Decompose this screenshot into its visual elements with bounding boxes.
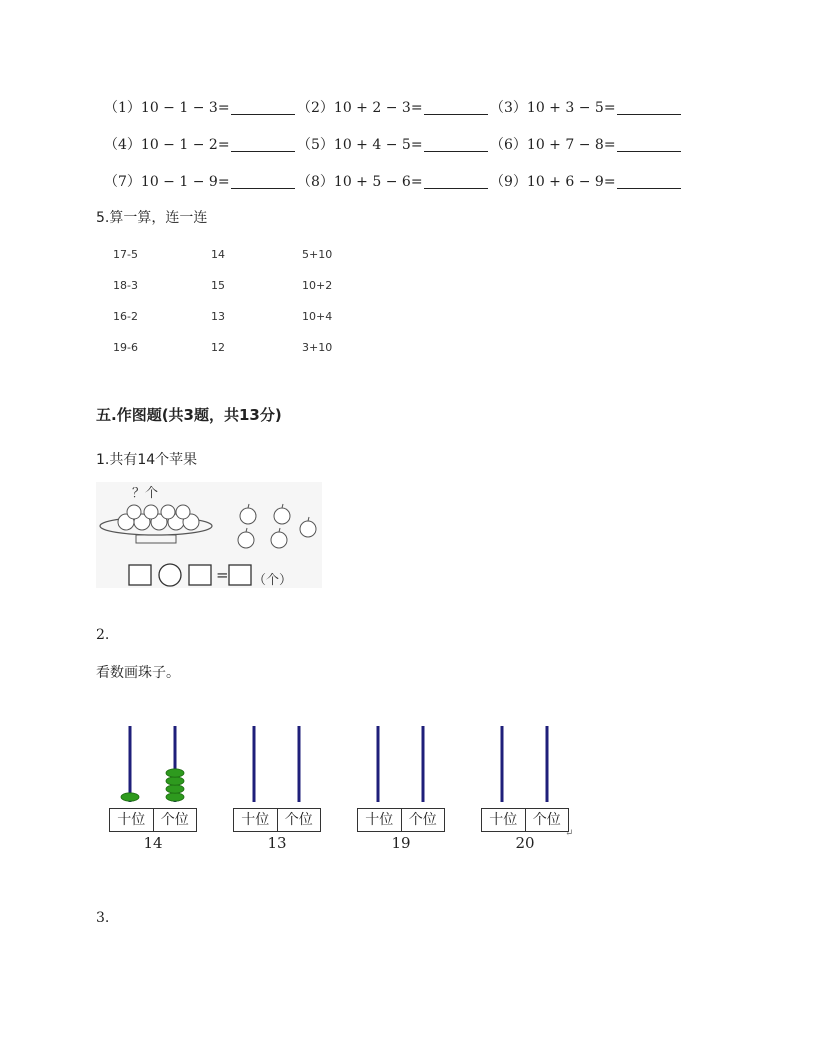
answer-blank[interactable] [231,174,295,189]
unit-label: （个） [253,573,293,588]
place-value-box [109,808,197,832]
match-item-middle[interactable]: 13 [211,310,225,323]
abacus-value: 20 [515,834,535,852]
ones-label: 个位 [408,812,437,828]
match-item-left[interactable]: 18-3 [113,279,138,292]
apple-picture [96,482,322,588]
ones-label: 个位 [284,812,313,828]
equation-number: （4） [104,137,141,153]
abacus-value: 13 [267,834,287,852]
equation-item [297,97,488,117]
abacus-value: 14 [143,834,163,852]
bead [166,793,184,801]
match-item-left[interactable]: 19-6 [113,341,138,354]
q5-title: 5.算一算，连一连 [96,210,208,226]
equation-item [104,134,295,154]
equation-item [297,134,488,154]
equals-sign: = [216,566,229,584]
abacus-rods[interactable] [108,726,198,804]
answer-blank[interactable] [424,174,488,189]
abacus-rods[interactable] [232,726,322,804]
abacus [356,726,446,852]
equation-item [104,97,295,117]
bead [166,785,184,793]
bead [121,793,139,801]
return-mark: ↵ [565,828,574,839]
equation-number: （9） [490,174,527,190]
equation-item [490,97,681,117]
answer-blank[interactable] [231,137,295,152]
answer-blank[interactable] [424,137,488,152]
answer-blank[interactable] [617,174,681,189]
place-value-box [233,808,321,832]
equation-expression: 10 + 3 − 5= [526,100,616,116]
place-value-box [481,808,569,832]
abacus [232,726,322,852]
equation-number: （3） [490,100,527,116]
place-value-box [357,808,445,832]
bead [166,777,184,785]
equation-number: （7） [104,174,141,190]
abacus [108,726,198,852]
equation-number: （2） [297,100,334,116]
section-title: 五.作图题(共3题，共13分) [96,406,282,424]
equation-number: （5） [297,137,334,153]
equation-item [297,171,488,191]
match-item-middle[interactable]: 14 [211,248,225,261]
tens-label: 十位 [358,809,402,831]
abacus-rods[interactable] [480,726,570,804]
match-item-left[interactable]: 16-2 [113,310,138,323]
match-item-right[interactable]: 10+4 [302,310,333,323]
answer-blank[interactable] [617,100,681,115]
match-item-middle[interactable]: 15 [211,279,225,292]
bead [166,769,184,777]
equation-expression: 10 + 7 − 8= [526,137,616,153]
apple-question-label: ？个 [132,486,159,501]
equation-number: （1） [104,100,141,116]
equation-number: （6） [490,137,527,153]
equation-expression: 10 − 1 − 2= [140,137,230,153]
equation-item [104,171,295,191]
match-item-right[interactable]: 10+2 [302,279,333,292]
p3-number: 3. [96,910,110,926]
answer-blank[interactable] [424,100,488,115]
equation-expression: 10 + 4 − 5= [333,137,423,153]
equation-item [490,134,681,154]
tens-label: 十位 [234,809,278,831]
equation-expression: 10 + 6 − 9= [526,174,616,190]
ones-label: 个位 [160,812,189,828]
equation-expression: 10 − 1 − 3= [140,100,230,116]
ones-label: 个位 [532,812,561,828]
p2-instruction: 看数画珠子。 [96,665,180,681]
abacus [480,726,570,852]
equation-item [490,171,681,191]
equation-expression: 10 + 5 − 6= [333,174,423,190]
equation-expression: 10 + 2 − 3= [333,100,423,116]
answer-blank[interactable] [617,137,681,152]
match-item-left[interactable]: 17-5 [113,248,138,261]
answer-blank[interactable] [231,100,295,115]
p1-title: 1.共有14个苹果 [96,452,198,468]
equation-expression: 10 − 1 − 9= [140,174,230,190]
match-item-right[interactable]: 3+10 [302,341,333,354]
p2-number: 2. [96,627,110,643]
tens-label: 十位 [110,809,154,831]
equation-number: （8） [297,174,334,190]
tens-label: 十位 [482,809,526,831]
match-item-middle[interactable]: 12 [211,341,225,354]
abacus-rods[interactable] [356,726,446,804]
abacus-value: 19 [391,834,411,852]
match-item-right[interactable]: 5+10 [302,248,333,261]
